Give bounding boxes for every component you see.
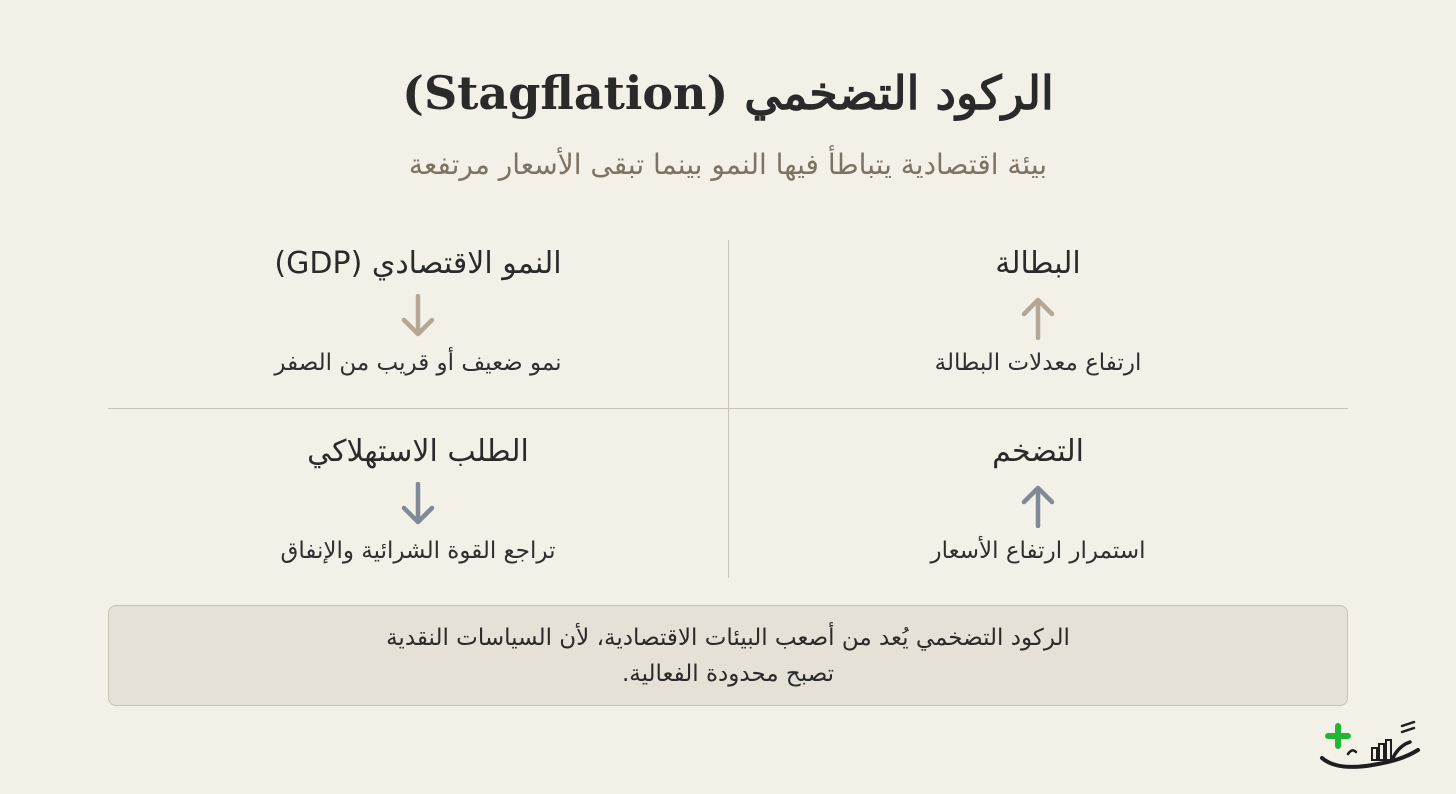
- arrow-down-icon: [398, 294, 438, 340]
- summary-note: [108, 605, 1348, 706]
- quadrant-inflation: [728, 410, 1348, 578]
- summary-note-line: الركود التضخمي يُعد من أصعب البيئات الاقتصادية، لأن السياسات النقدية: [386, 624, 1070, 651]
- arrow-up-icon: [1018, 294, 1058, 340]
- quadrant-title: البطالة: [995, 246, 1081, 281]
- page-title: الركود التضخمي (Stagflation): [402, 66, 1054, 120]
- quadrant-title: النمو الاقتصادي (GDP): [274, 246, 562, 281]
- quadrant-description: نمو ضعيف أو قريب من الصفر: [274, 350, 562, 376]
- quadrant-title: الطلب الاستهلاكي: [307, 434, 529, 469]
- indicators-grid: [108, 240, 1348, 578]
- brand-logo: [1318, 720, 1428, 778]
- grid-divider-horizontal: [108, 408, 1348, 409]
- quadrant-gdp: [108, 240, 728, 408]
- quadrant-unemployment: [728, 240, 1348, 408]
- page-subtitle: بيئة اقتصادية يتباطأ فيها النمو بينما تبقى الأسعار مرتفعة: [408, 148, 1048, 181]
- quadrant-description: استمرار ارتفاع الأسعار: [930, 538, 1146, 564]
- quadrant-demand: [108, 410, 728, 578]
- quadrant-title: التضخم: [992, 434, 1084, 469]
- arrow-up-icon: [1018, 482, 1058, 528]
- arrow-down-icon: [398, 482, 438, 528]
- summary-note-line: تصبح محدودة الفعالية.: [621, 660, 835, 687]
- quadrant-description: تراجع القوة الشرائية والإنفاق: [280, 538, 556, 564]
- quadrant-description: ارتفاع معدلات البطالة: [934, 350, 1142, 376]
